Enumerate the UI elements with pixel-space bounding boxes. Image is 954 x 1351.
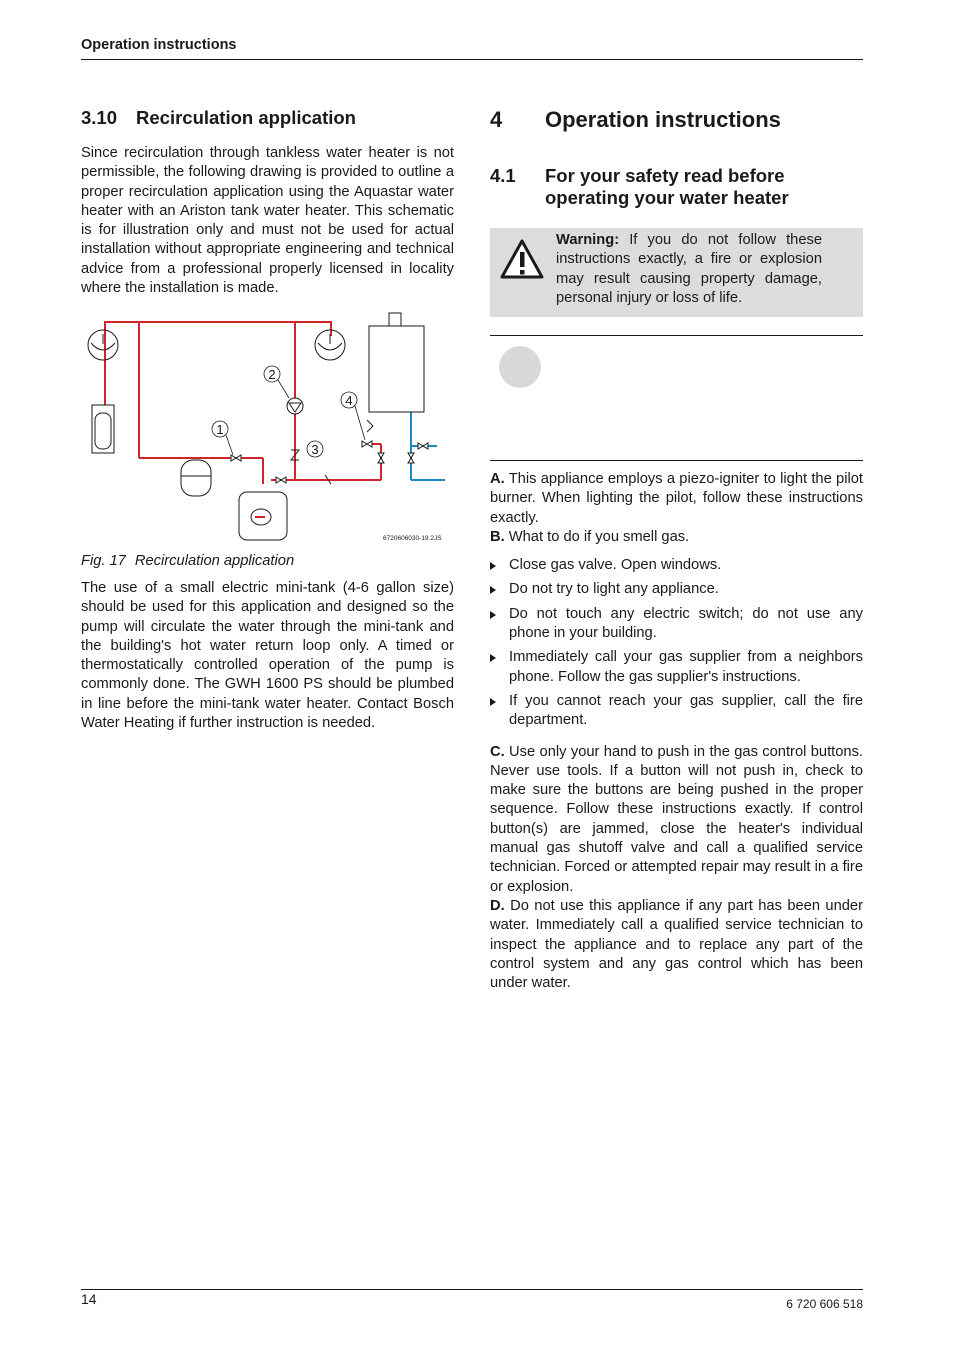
running-header: Operation instructions [81, 37, 237, 53]
instruction-d-text: Do not use this appliance if any part has been under water. Immediately call a qualified service technician to inspect the appliance and to replace any part of the control system and any gas control which has been under water. [490, 897, 863, 992]
hot-water-pipes [105, 322, 381, 484]
instruction-c-text: Use only your hand to push in the gas control buttons. Never use tools. If a button will not push in, check to make sure the buttons are being pushed in the proper sequence. Follow these instructions exactly. If control button(s) are jammed, close the heater's individual manual gas shutoff valve and call a qualified service technician. Forced or attempted repair may result in a fire or explosion. [490, 743, 863, 895]
section-3-10-continued [81, 579, 454, 733]
figure-caption [81, 553, 294, 569]
list-item-text: Do not try to light any appliance. [509, 581, 719, 598]
instruction-a-label: A. [490, 471, 505, 487]
figure-code: 6720606030-19.2JS [383, 535, 442, 542]
bullet-arrow-icon [490, 562, 496, 570]
mini-tank-heater-icon [239, 492, 287, 540]
instruction-d-label: D. [490, 897, 505, 914]
instruction-a-text: This appliance employs a piezo-igniter to light the pilot burner. When lighting the pilot, follow these instructions exactly. [490, 471, 863, 526]
subsection-heading [490, 165, 863, 209]
footer-rule [81, 1289, 863, 1290]
instruction-d [490, 897, 863, 993]
page-number: 14 [81, 1291, 97, 1307]
list-item [490, 605, 863, 644]
sink-right-icon [315, 330, 345, 360]
instruction-b-label: B. [490, 528, 505, 545]
section-heading [81, 107, 454, 129]
pump-icon [287, 398, 303, 414]
check-valve-icons [291, 420, 373, 484]
bullet-arrow-icon [490, 611, 496, 619]
section-number: 3.10 [81, 107, 118, 128]
chapter-number: 4 [490, 107, 503, 132]
callout-3: 3 [311, 442, 319, 457]
info-box-top-rule [490, 335, 863, 336]
subsection-title [545, 165, 789, 209]
warning-box [490, 228, 863, 317]
sink-left-icon [88, 330, 118, 360]
instruction-a [490, 470, 863, 528]
recirculation-schematic [81, 312, 454, 546]
list-item [490, 692, 863, 731]
chapter-heading [490, 107, 863, 133]
section-paragraph-2: The use of a small electric mini-tank (4-6 gallon size) should be used for this application and designed so the pump will circulate the water through the mini-tank and the building's hot water return loop only. A timed or thermostatically controlled operation of the pump is commonly done. The GWH 1600 PS should be plumbed in line before the mini-tank water heater. Contact Bosch Water Heating if further instruction is needed. [81, 580, 454, 732]
bullet-arrow-icon [490, 586, 496, 594]
subsection-number: 4.1 [490, 165, 516, 186]
list-item-text: Do not touch any electric switch; do not use any phone in your building. [509, 605, 863, 642]
valve-icons [231, 441, 428, 483]
instruction-b-text: What to do if you smell gas. [504, 528, 690, 545]
list-item [490, 556, 863, 575]
section-title: Recirculation application [136, 107, 356, 128]
bathtub-icon [92, 405, 114, 453]
callout-4: 4 [345, 393, 353, 408]
callout-1: 1 [216, 422, 224, 437]
list-item-text: Close gas valve. Open windows. [509, 557, 722, 574]
figure-caption-text: Recirculation application [134, 553, 295, 569]
list-item-text: If you cannot reach your gas supplier, call the fire department. [509, 692, 863, 729]
list-item [490, 648, 863, 687]
info-box-bottom-rule [490, 460, 863, 461]
subsection-title-line-1: For your safety read before [545, 165, 785, 186]
instruction-c-label: C. [490, 743, 505, 760]
list-item-text: Immediately call your gas supplier from a neighbors phone. Follow the gas supplier's instructions. [509, 649, 863, 685]
safety-instructions [490, 470, 863, 993]
warning-label: Warning: [556, 232, 620, 248]
warning-message: If you do not follow these instructions exactly, a fire or explosion may result causing property damage, personal injury or loss of life. [556, 232, 822, 306]
warning-text [556, 231, 822, 308]
figure-caption-label: Fig. 17 [81, 553, 126, 569]
recirculation-diagram [81, 312, 454, 546]
subsection-title-line-2: operating your water heater [545, 187, 789, 208]
section-paragraph-1: Since recirculation through tankless water heater is not permissible, the following drawing is provided to outline a proper recirculation application using the Aquastar water heater with an Ariston tank water heater. This schematic is for illustration only and must not be used for actual installation without appropriate engineering and technical advice from a professional properly licensed in locality where the installation is made. [81, 145, 454, 297]
section-3-10 [81, 107, 454, 298]
gas-smell-steps [490, 556, 863, 730]
warning-triangle-icon [500, 238, 544, 280]
header-rule [81, 59, 863, 60]
tankless-heater-icon [369, 313, 424, 412]
expansion-tank-icon [181, 460, 211, 496]
callout-labels [212, 366, 357, 457]
callout-2: 2 [268, 367, 276, 382]
chapter-title: Operation instructions [545, 107, 781, 132]
info-icon [499, 346, 541, 388]
document-number: 6 720 606 518 [786, 1297, 863, 1311]
bullet-arrow-icon [490, 654, 496, 662]
bullet-arrow-icon [490, 698, 496, 706]
instruction-c [490, 743, 863, 897]
chapter-4 [490, 107, 863, 209]
list-item [490, 580, 863, 599]
instruction-b [490, 528, 863, 547]
